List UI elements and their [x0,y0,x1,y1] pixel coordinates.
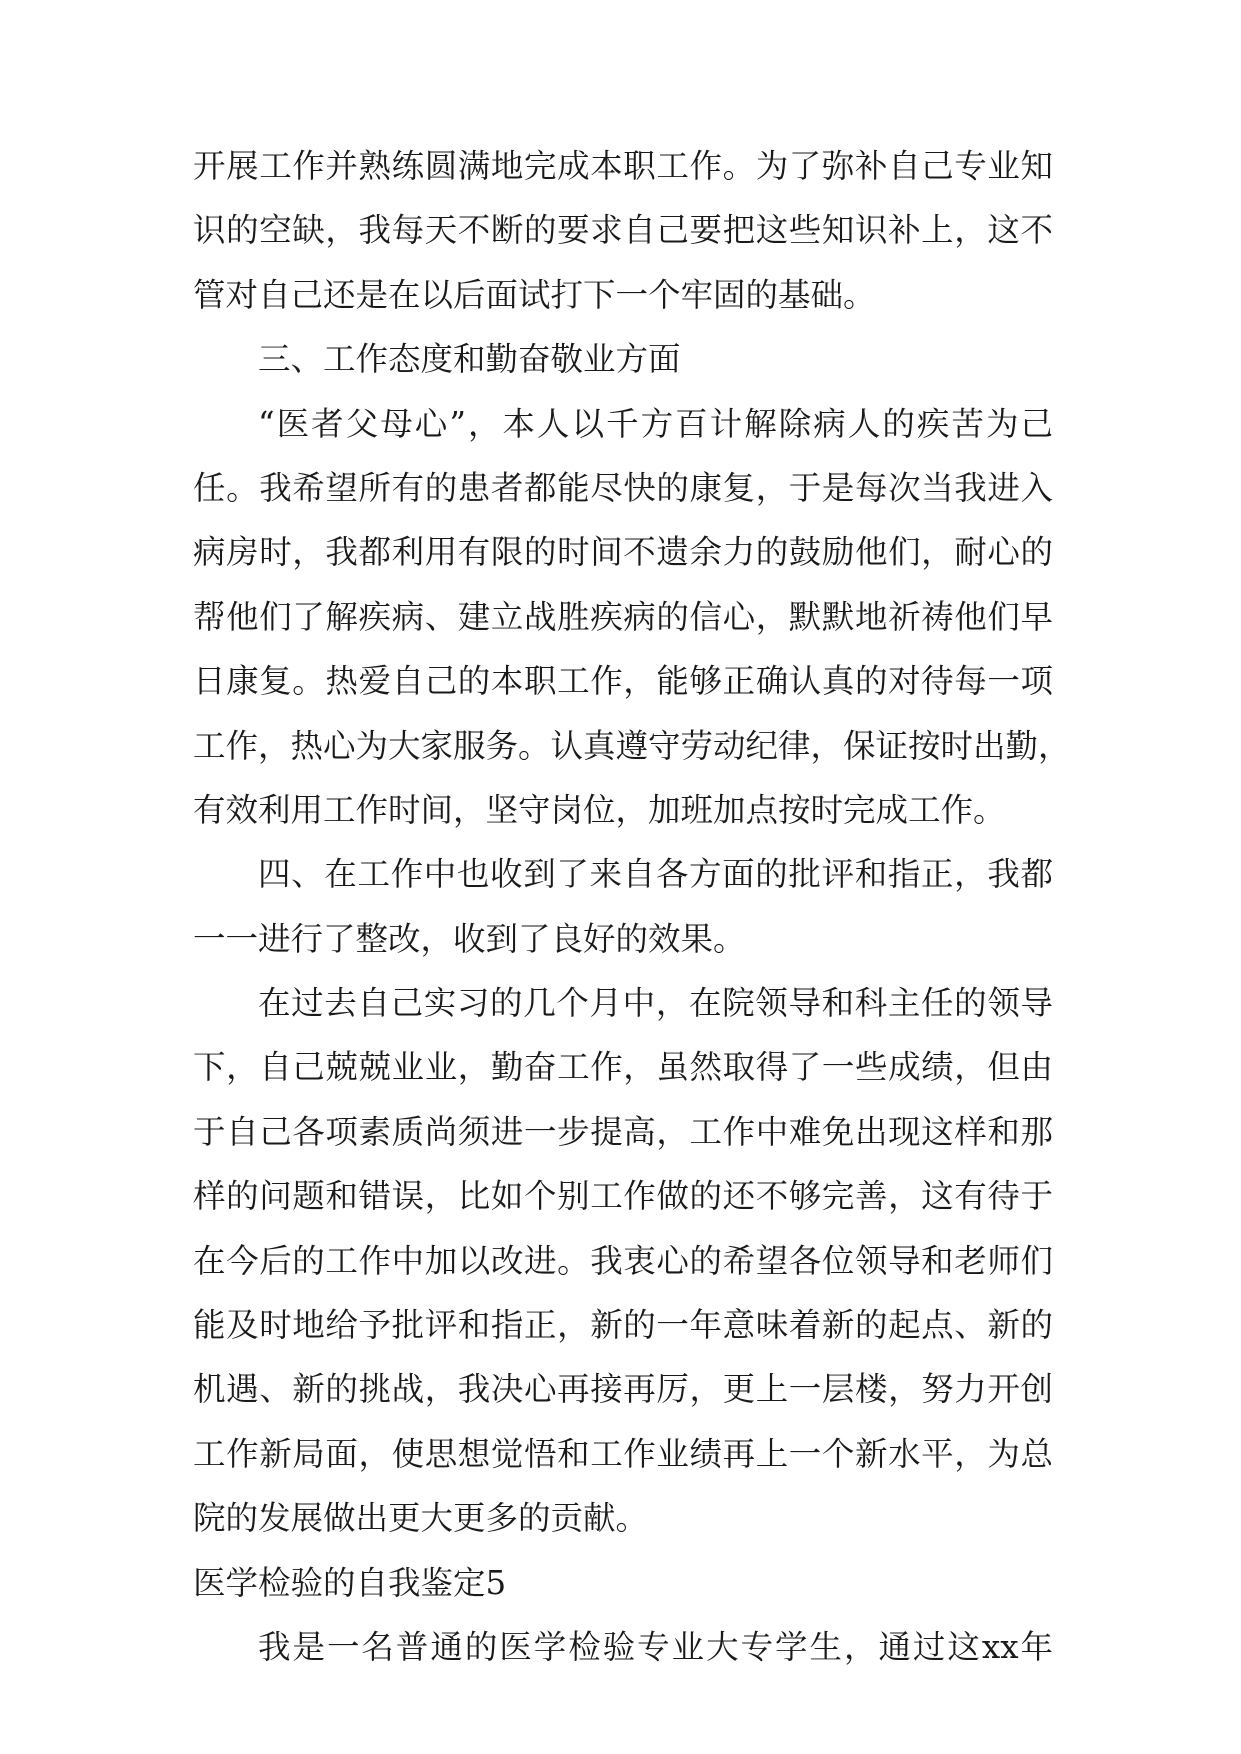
body-line-5: “医者父母心”，本人以千方百计解除病人的疾苦为己 [258,404,1053,443]
body-line-10: 工作，热心为大家服务。认真遵守劳动纪律，保证按时出勤， [193,726,1071,765]
body-line-21: 工作新局面，使思想觉悟和工作业绩再上一个新水平，为总 [193,1434,1053,1473]
section-title: 医学检验的自我鉴定5 [193,1563,507,1602]
body-line-1: 开展工作并熟练圆满地完成本职工作。为了弥补自己专业知 [193,147,1053,185]
body-line-16: 于自己各项素质尚须进一步提高，工作中难免出现这样和那 [193,1112,1053,1151]
body-line-24: 我是一名普通的医学检验专业大专学生，通过这xx年 [258,1627,1053,1666]
body-line-2: 识的空缺，我每天不断的要求自己要把这些知识补上，这不 [193,211,1053,250]
body-line-20: 机遇、新的挑战，我决心再接再厉，更上一层楼，努力开创 [193,1370,1053,1409]
body-line-22: 院的发展做出更大更多的贡献。 [193,1499,649,1538]
body-line-9: 日康复。热爱自己的本职工作，能够正确认真的对待每一项 [193,662,1053,701]
document-body [193,134,1071,1679]
section-heading-4: 四、在工作中也收到了来自各方面的批评和指正，我都 [258,855,1053,894]
body-line-8: 帮他们了解疾病、建立战胜疾病的信心，默默地祈祷他们早 [193,597,1053,636]
body-line-13: 一一进行了整改，收到了良好的效果。 [193,919,746,958]
body-line-11: 有效利用工作时间，坚守岗位，加班加点按时完成工作。 [193,790,1006,829]
body-line-6: 任。我希望所有的患者都能尽快的康复，于是每次当我进入 [193,468,1053,507]
body-line-15: 下，自己兢兢业业，勤奋工作，虽然取得了一些成绩，但由 [193,1048,1053,1087]
body-line-18: 在今后的工作中加以改进。我衷心的希望各位领导和老师们 [193,1241,1053,1280]
body-line-17: 样的问题和错误，比如个别工作做的还不够完善，这有待于 [193,1177,1053,1216]
body-line-7: 病房时，我都利用有限的时间不遗余力的鼓励他们，耐心的 [193,533,1053,572]
body-line-19: 能及时地给予批评和指正，新的一年意味着新的起点、新的 [193,1306,1053,1345]
body-line-3: 管对自己还是在以后面试打下一个牢固的基础。 [193,275,876,314]
body-line-14: 在过去自己实习的几个月中，在院领导和科主任的领导 [258,984,1053,1023]
section-heading-3: 三、工作态度和勤奋敬业方面 [258,340,681,379]
